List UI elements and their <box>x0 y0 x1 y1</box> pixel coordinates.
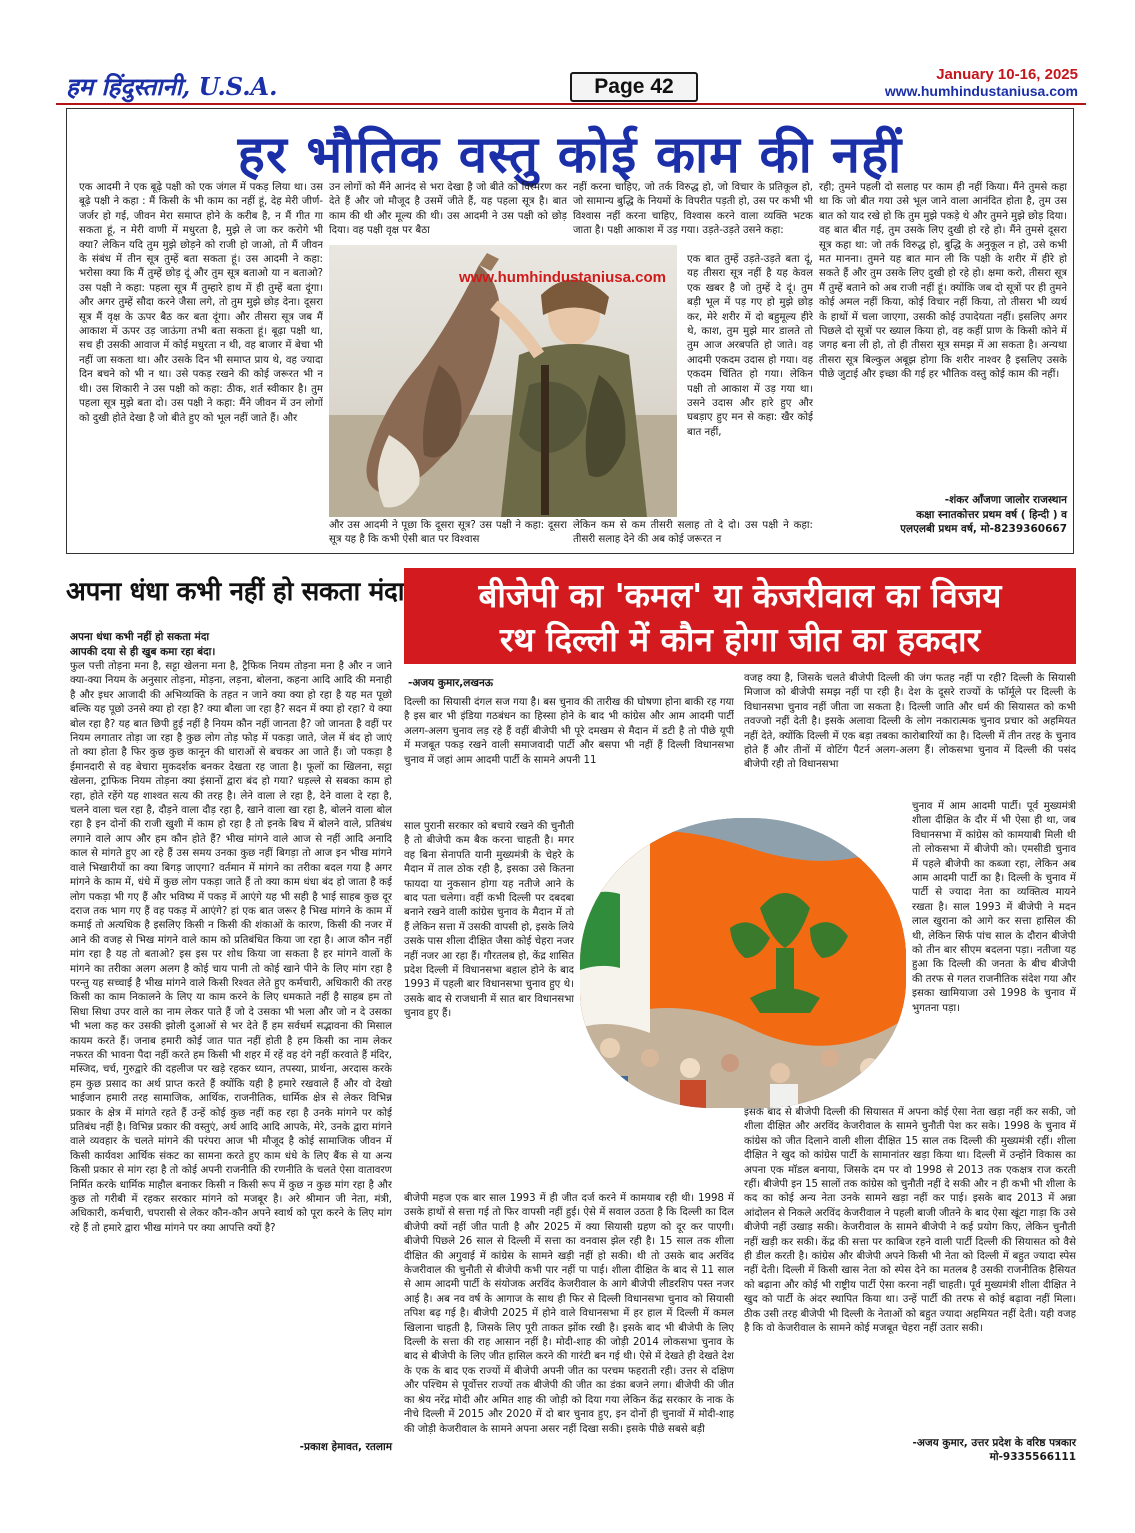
signature-line-1: -अजय कुमार, उत्तर प्रदेश के वरिष्ठ पत्रकार <box>912 1437 1076 1449</box>
article-column-1: दिल्ली का सियासी दंगल सज गया है। बस चुनाव की तारीख की घोषणा होना बाकी रह गया है इस बार भी इंडिया गठबंधन का हिस्सा होने के बाद भी कांग्रेस और आम आदमी पार्टी अलग-अलग चुनाव लड़ रहे हैं वहीं बीजेपी भी पूरे दमखम से मैदान में डटी है तो पीछे यूपी में मजबूत पकड़ रखने वाली समाजवादी पार्टी और बसपा भी नहीं हैं दिल्ली विधानसभा चुनाव में जहां आम आदमी पार्टी के सामने अपनी 11 <box>404 697 734 766</box>
article-column-1-bottom: बीजेपी महज एक बार साल 1993 में ही जीत दर्ज करने में कामयाब रही थी। 1998 में उसके हाथों से सत्ता गई तो फिर वापसी नहीं हुई। ऐसे में सवाल उठता है कि दिल्ली का दिल बीजेपी क्यों नहीं जीत पाती है और 2025 में क्या सियासी ग्रहण को दूर कर पाएगी। बीजेपी पिछले 26 साल से दिल्ली में सत्ता का वनवास झेल रही है। 15 साल तक शीला दीक्षित की अगुवाई में कांग्रेस के सामने खड़ी नहीं हो सकी। थी तो उसके बाद अरविंद केजरीवाल की चुनौती से बीजेपी कभी पार नहीं पा पाई। शीला दीक्षित के बाद से 11 साल से आम आदमी पार्टी के संयोजक अरविंद केजरीवाल के आगे बीजेपी लीडरशिप पस्त नजर आई है। अब नव वर्ष के आगाज के साथ ही फिर से दिल्ली विधानसभा चुनाव को सियासी तपिश बढ़ गई है। बीजेपी 2025 में होने वाले विधानसभा में हर हाल में दिल्ली में कमल खिलाना चाहती है, जिसके लिए पूरी ताकत झोंक रखी है। इसके बाद भी बीजेपी के लिए दिल्ली के सत्ता की राह आसान नहीं है। मोदी-शाह की जोड़ी 2014 लोकसभा चुनाव के बाद से बीजेपी के लिए जीत हासिल करने की गारंटी बन गई थी। ऐसे में देखते ही देखते देश के एक के बाद एक राज्यों में बीजेपी अपनी जीत का परचम फहराती रही। उत्तर से दक्षिण और पश्चिम से पूर्वोत्तर राज्यों तक बीजेपी की जीत का डंका बजने लगा। बीजेपी की जीत का श्रेय नरेंद्र मोदी और अमित शाह की जोड़ी को दिया गया लेकिन केंद्र सरकार के नाक के नीचे दिल्ली में 2015 और 2020 में दो बार चुनाव हुए, इन दोनों ही चुनावों में मोदी-शाह की जोड़ी केजरीवाल के सामने अपना असर नहीं दिखा सकी। इसके पीछे सबसे बड़ी <box>404 1193 734 1435</box>
article-signature: -प्रकाश हेमावत, रतलाम <box>299 1441 392 1453</box>
article-column-2-tail: और उस आदमी ने पूछा कि दूसरा सूत्र? उस पक्षी ने कहा: दूसरा सूत्र यह है कि कभी ऐसी बात पर विश्वास <box>329 520 567 546</box>
article-column-3-tail: लेकिन कम से कम तीसरी सलाह तो दे दो। उस पक्षी ने कहा: तीसरी सलाह देने की अब कोई जरूरत न <box>573 520 813 546</box>
bjp-flag-photo <box>580 818 906 1108</box>
article-headline: हर भौतिक वस्तु कोई काम की नहीं <box>237 126 903 185</box>
headline-banner <box>404 568 1076 664</box>
article-column-2-side: चुनाव में आम आदमी पार्टी। पूर्व मुख्यमंत्री शीला दीक्षित के दौर में भी ऐसा ही था, जब विधानसभा में कांग्रेस को कामयाबी मिली थी तो लोकसभा में बीजेपी को। एमसीडी चुनाव में पहले बीजेपी का कब्जा रहा, लेकिन अब आम आदमी पार्टी का है। दिल्ली के चुनाव में पार्टी से ज्यादा नेता का व्यक्तित्व मायने रखता है। साल 1993 में बीजेपी ने मदन लाल खुराना को आगे कर सत्ता हासिल की थी, लेकिन सिर्फ पांच साल के दौरान बीजेपी को तीन बार सीएम बदलना पड़ा। नतीजा यह हुआ कि दिल्ली की जनता के बीच बीजेपी की तरफ से गलत राजनीतिक संदेश गया और इसका खामियाजा उसे 1998 के चुनाव में भुगतना पड़ा। <box>912 801 1076 1014</box>
hunter-with-bird-photo <box>329 245 677 517</box>
article-column-3: नहीं करना चाहिए, जो तर्क विरुद्ध हो, जो विचार के प्रतिकूल हो, जो सामान्य बुद्धि के नियमों के विपरीत पड़ती हो, उस पर कभी भी विश्वास नहीं करना चाहिए, विश्वास करने वाला व्यक्ति भटक जाता है। पक्षी आकाश में उड़ गया। उड़ते-उड़ते उसने कहा: <box>573 182 813 237</box>
article-signature <box>819 493 1067 537</box>
masthead <box>56 62 1086 104</box>
article-signature <box>744 1436 1076 1464</box>
issue-date: January 10-16, 2025 <box>936 66 1078 83</box>
article-byline: -अजय कुमार,लखनऊ <box>408 677 494 689</box>
headline-line-2: रथ दिल्ली में कौन होगा जीत का हकदार <box>499 620 981 659</box>
bjp-flag-illustration <box>580 818 906 1108</box>
newspaper-title: हम हिंदुस्तानी, U.S.A. <box>66 72 278 101</box>
masthead-divider <box>56 103 1086 105</box>
page-number: Page 42 <box>594 75 674 98</box>
intro-line-2: आपकी दया से ही खुब कमा रहा बंदा। <box>70 645 216 658</box>
article-body: फुल पत्ती तोड़ना मना है, सट्टा खेलना मना है, ट्रैफिक नियम तोड़ना मना है और न जाने क्या-क्या नियम के अनुसार तोड़ना, मोड़ना, लड़ना, बोलना, कहना आदि आदि की मनाही है और इधर आजादी की अभिव्यक्ति के तहत न जाने क्या क्या हो रहा है यह मत पूछो बल्कि यह पूछो उनसे क्या हो रहा है? क्या बौला जा रहा है? सदन में क्या हो रहा? ये क्या बोल रहा है? यह बात छिपी हुई नहीं है नियम कौन नहीं जानता है? जो जानता है वहीं पर नियम लगातार तोड़ा जा रहा है कुछ लोग तोड़ फोड़ में पकड़ा जाते, जेल में बंद हो जाएं तो क्या होता है फिर कुछ कुछ कानून की धाराओं से बचकर आ जाते हैं। जो पकड़ा है ईमानदारी से वह बेचारा मुकदर्शक बनकर देखता रह जाता है। फूलों का खिलना, सट्टा खेलना, ट्राफिक नियम तोड़ना क्या इंसानों द्वारा बंद हो गया? धड़ल्ले से सबका काम हो रहा, होते रहेंगे यह शाश्वत सत्य की तरह है। लेने वाला ले रहा है, देने वाला दे रहा है, चलने वाला चल रहा है, दौड़ने वाला दौड़ रहा है, खाने वाला खा रहा है, बोलने वाला बोल रहा है इन दोनों की राजी खुशी में काम हो रहा है तो इनके बिच में बोलने वाले, प्रतिबंध लगाने वाले आप और हम कौन होते हैं? भीख मांगने वाले आज से नहीं आदि अनादि काल से मांगते हुए आ रहे हैं उस समय उनका कुछ नहीं बिगड़ा तो आज इन भीख मांगने वाले भिखारीयों का क्या बिगड़ जाएगा? वर्तमान में मांगने का तरीका बदल गया है अगर मांगने के काम में, धंधे में कुछ लोग पकड़ा जाते हैं तो क्या काम धंधा बंद हो जाता है कई लोग पकड़ा भी गए हैं और भविष्य में पकड़ में आएंगे यह भी सही है भाई साहब कुछ दूर दराज तक भाग गए हैं वह पकड़ में आएंगे? हां एक बात जरूर है भिख मांगने के काम में कमाई तो अत्यधिक है इसलिए किसी न किसी की शंकाओं के कारण, किसी की नजर में आने की वजह से भिख मांगने वाले काम को प्रतिबंधित किया जा रहा है। आज कौन नहीं मांग रहा है यह तो बताओ? इस इस पर शोध किया जा सकता है हर मांगने वालों के मांगने का तरीका अलग अलग है कोई चाय पानी तो कोई खाने पीने के लिए मांग रहा है परन्तु यह सच्चाई है भीख मांगने वाले किसी रिश्वत लेते हुए कर्मचारी, अधिकारी की तरह किसी का काम निकालने के लिए या काम करने के लिए धमकाते नहीं है साहब हम तो सिधा सिधा उपर वाले का नाम लेकर पाते हैं जो दे उसका भी भला और जो न दे उसका भी भला कह कर उसकी झोली दुआओं से भर देते हैं हम सर्वधर्म सद्भावना की मिसाल कायम करते हैं। जनाब हमारी कोई जात पात नहीं होती है हम किसी का नाम लेकर नफरत की भावना पैदा नहीं करते हम किसी भी शहर में रहें वह दंगे नहीं करवाते हैं मंदिर, मस्जिद, चर्च, गुरुद्वारे की दहलीज पर खड़े रहकर ध्यान, तपस्या, प्रार्थना, अरदास करके हम कुछ प्रसाद का अर्थ प्राप्त करते हैं क्योंकि यही है हमारे रखवाले हैं और वो देखो भाईजान हमारी तरह सामाजिक, आर्थिक, राजनीतिक, धार्मिक क्षेत्र से लेकर विभिन्न प्रकार के क्षेत्र में मांगते रहते हैं उन्हें कोई कुछ नहीं कह रहा है उनके मांगने पर कोई प्रतिबंध नहीं है। विभिन्न प्रकार की वस्तुएं, अर्थ आदि आदि आपके, मेरे, उनके द्वारा मांगने वाले व्यवहार के चलते मांगने की परंपरा आज भी मौजूद है कोई सामाजिक जीवन में किसी कार्यवश आर्थिक संकट का सामना करते हुए काम धंधे के लिए बैंक से या अन्य किसी प्रकार से मांग रहा है तो कोई अपनी राजनीति की रणनीति के चलते ऐसा वातावरण निर्मित करके धार्मिक माहौल बनाकर किसी न किसी रूप में कुछ न कुछ मांग रहा है और कुछ तो गरीबी में रहकर सरकार मांगने को मजबूर है। अरे श्रीमान जी नेता, मंत्री, अधिकारी, कर्मचारी, चपरासी से लेकर कौन-कौन अपने स्वार्थ को पूरा करने के लिए मांग रहे हैं तो हमारे द्वारा भीख मांगने पर क्या आपत्ति क्यों है? <box>70 661 392 1234</box>
website-link[interactable]: www.humhindustaniusa.com <box>884 83 1078 99</box>
headline-line-1: बीजेपी का 'कमल' या केजरीवाल का विजय <box>478 576 1002 615</box>
page-number-box <box>570 72 698 102</box>
signature-line-3: एलएलबी प्रथम वर्ष, मो-8239360667 <box>900 523 1067 535</box>
article-column-3-side: एक बात तुम्हें उड़ते-उड़ते बता दूं, यह तीसरा सूत्र नहीं है यह केवल एक खबर है जो तुम्हें दे दूं। तुम बड़ी भूल में पड़ गए हो मुझे छोड़ कर, मेरे शरीर में दो बहुमूल्य हीरे थे, काश, तुम मुझे मार डालते तो तुम आज अरबपति हो जाते। वह आदमी एकदम उदास हो गया। वह एकदम चिंतित हो गया। लेकिन पक्षी तो आकाश में उड़ गया था। उसने उदास और हारे हुए और घबड़ाए हुए मन से कहा: खैर कोई बात नहीं, <box>687 254 813 438</box>
intro-line-1: अपना धंधा कभी नहीं हो सकता मंदा <box>70 631 210 643</box>
article-bird-story <box>66 108 1074 554</box>
signature-line-2: कक्षा स्नातकोत्तर प्रथम वर्ष ( हिन्दी ) व <box>916 508 1067 521</box>
article-column-2-bottom: इसके बाद से बीजेपी दिल्ली की सियासत में अपना कोई ऐसा नेता खड़ा नहीं कर सकी, जो शीला दीक्षित और अरविंद केजरीवाल के सामने चुनौती पेश कर सके। 1998 के चुनाव में कांग्रेस को जीत दिलाने वाली शीला दीक्षित 15 साल तक दिल्ली की मुख्यमंत्री रहीं। शीला दीक्षित ने खुद को कांग्रेस पार्टी के सामानांतर खड़ा किया था। दिल्ली में उन्होंने विकास का अपना एक मॉडल बनाया, जिसके दम पर वो 1998 से 2013 तक एकक्षत्र राज करती रहीं। बीजेपी इन 15 सालों तक कांग्रेस को चुनौती नहीं दे सकी और न ही कभी भी शीला के कद का कोई अन्य नेता उनके सामने खड़ा नहीं कर पाई। इसके बाद 2013 में अन्ना आंदोलन से निकले अरविंद केजरीवाल ने पहली बाजी जीतने के बाद ऐसा खूंटा गाड़ा कि उसे बीजेपी नहीं उखाड़ सकी। केजरीवाल के सामने बीजेपी ने कई प्रयोग किए, लेकिन चुनौती नहीं खड़ी कर सकी। केंद्र की सत्ता पर काबिज रहने वाली पार्टी दिल्ली की सियासत को वैसे ही डील करती है। कांग्रेस और बीजेपी अपने किसी भी नेता को दिल्ली में बहुत ज्यादा स्पेस नहीं देती। दिल्ली में किसी खास नेता को स्पेस देने का मतलब है उसकी राजनीतिक हैसियत को बढ़ाना और कोई भी राष्ट्रीय पार्टी ऐसा करना नहीं चाहती। पूर्व मुख्यमंत्री शीला दीक्षित ने खुद को पार्टी के अंदर स्थापित किया था। उन्हें पार्टी की तरफ से कोई बढ़ावा नहीं मिला। ठीक उसी तरह बीजेपी भी दिल्ली के नेताओं को बहुत ज्यादा अहमियत नहीं देती। यही वजह है कि वो केजरीवाल के सामने कोई मजबूत चेहरा नहीं उतार सकी। <box>744 1107 1076 1335</box>
article-column-2: उन लोगों को मैंने आनंद से भरा देखा है जो बीते को विस्मरण कर देते हैं और जो मौजूद है उसमें जीते हैं, यह पहला सूत्र है। बात काम की थी और मूल्य की थी। उस आदमी ने उस पक्षी को छोड़ दिया। वह पक्षी वृक्ष पर बैठा <box>329 182 567 237</box>
article-business-story <box>66 560 405 1466</box>
article-column-1: एक आदमी ने एक बूढ़े पक्षी को एक जंगल में पकड़ लिया था। उस बूढ़े पक्षी ने कहा : मैं किसी के भी काम का नहीं हूं, देह मेरी जीर्ण-जर्जर हो गई, जीवन मेरा समाप्त होने के करीब है, न मैं गीत गा सकता हूं, न मेरी वाणी में मधुरता है, मुझे ले जा कर करोगे भी क्या? लेकिन यदि तुम मुझे छोड़ने को राजी हो जाओ, तो मैं जीवन के संबंध में तीन सूत्र तुम्हें बता सकता हूं। उस आदमी ने कहा: भरोसा क्या कि मैं तुम्हें छोड़ दूं और तुम सूत्र बताओ या न बताओ? उस पक्षी ने कहा: पहला सूत्र मैं तुम्हारे हाथ में ही तुम्हें बता दूंगा। और अगर तुम्हें सौदा करने जैसा लगे, तो तुम मुझे छोड़ देना। दूसरा सूत्र मैं वृक्ष के ऊपर बैठ कर बता दूंगा। और तीसरा सूत्र जब मैं आकाश में ऊपर उड़ जाऊंगा तभी बता सकता हूं। बूढ़ा पक्षी था, सच ही उसकी आवाज में कोई मधुरता न थी, वह बाजार में बेचा भी नहीं जा सकता था। और उसके दिन भी समाप्त प्राय थे, वह ज्यादा दिन बचने को भी न था। उसे पकड़ रखने की कोई जरूरत भी न थी। उस शिकारी ने उस पक्षी को कहा: ठीक, शर्त स्वीकार है। तुम पहला सूत्र मुझे बता दो। उस पक्षी ने कहा: मैंने जीवन में उन लोगों को दुखी होते देखा है जो बीते हुए को भूल नहीं जाते हैं। और <box>79 182 323 424</box>
article-intro <box>70 630 392 659</box>
article-headline: अपना धंधा कभी नहीं हो सकता मंदा <box>66 577 405 607</box>
article-column-2: वजह क्या है, जिसके चलते बीजेपी दिल्ली की जंग फतह नहीं पा रही? दिल्ली के सियासी मिजाज को बीजेपी समझ नहीं पा रही है। देश के दूसरे राज्यों के फॉर्मूले पर दिल्ली के विधानसभा चुनाव नहीं जीता जा सकता है। दिल्ली जाति और धर्म की सियासत को कभी तवज्जो नहीं देती है। इसके अलावा दिल्ली के लोग नकारात्मक चुनाव प्रचार को अहमियत नहीं देते, क्योंकि दिल्ली में एक बड़ा तबका कारोबारियों का है। दिल्ली में तीन तरह के चुनाव होते हैं और तीनों में वोटिंग पैटर्न अलग-अलग हैं। लोकसभा चुनाव में दिल्ली की पसंद बीजेपी रही तो विधानसभा <box>744 673 1076 771</box>
article-column-4: रही; तुमने पहली दो सलाह पर काम ही नहीं किया। मैंने तुमसे कहा था कि जो बीत गया उसे भूल जाने वाला आनंदित होता है, तुम उस बात को याद रखे हो कि तुम मुझे पकड़े थे और तुमने मुझे छोड़ दिया। वह बात बीत गई, तुम उसके लिए दुखी हो रहे हो। मैंने तुमसे दूसरा सूत्र कहा था: जो तर्क विरुद्ध हो, बुद्धि के अनुकूल न हो, उसे कभी मत मानना। तुमने यह बात मान ली कि पक्षी के शरीर में हीरे हो सकते हैं और तुम उसके लिए दुखी हो रहे हो। क्षमा करो, तीसरा सूत्र मैं तुम्हें बताने को अब राजी नहीं हूं। क्योंकि जब दो सूत्रों पर ही तुमने कोई अमल नहीं किया, कोई विचार नहीं किया, तो तीसरा भी व्यर्थ के हाथों में चला जाएगा, उसकी कोई उपादेयता नहीं। इसलिए अगर पिछले दो सूत्रों पर ख्याल किया हो, वह कहीं प्राण के किसी कोने में जगह बना ली हो, तो ही तीसरा सूत्र समझ में आ सकता है। अन्यथा तीसरा सूत्र बिल्कुल अबूझ होगा कि शरीर नाश्वर है इसलिए उसके पीछे जुटाई और इच्छा की गई हर भौतिक वस्तु कोई काम की नहीं। <box>819 182 1067 381</box>
article-delhi-election <box>404 568 1076 1468</box>
article-column-1-side: साल पुरानी सरकार को बचाये रखने की चुनौती है तो बीजेपी कम बैक करना चाहती है। मगर वह बिना सेनापति यानी मुख्यमंत्री के चेहरे के मैदान में ताल ठोक रही है, इसका उसे कितना फायदा या नुकसान होगा यह नतीजे आने के बाद पता चलेगा। वहीं कभी दिल्ली पर दबदबा बनाने रखने वाली कांग्रेस चुनाव के मैदान में तो हैं लेकिन सत्ता में उसकी वापसी हो, इसके लिये उसके पास शीला दीक्षित जैसा कोई चेहरा नजर नहीं नजर आ रहा हैं। गौरतलब हो, केंद्र शासित प्रदेश दिल्ली में विधानसभा बहाल होने के बाद 1993 में पहली बार विधानसभा चुनाव हुए थे। उसके बाद से राजधानी में सात बार विधानसभा चुनाव हुए हैं। <box>404 821 574 1020</box>
signature-line-1: -शंकर आँजणा जालोर राजस्थान <box>944 494 1067 506</box>
signature-line-2: मो-9335566111 <box>989 1451 1076 1463</box>
photo-watermark-url: www.humhindustaniusa.com <box>459 269 666 286</box>
